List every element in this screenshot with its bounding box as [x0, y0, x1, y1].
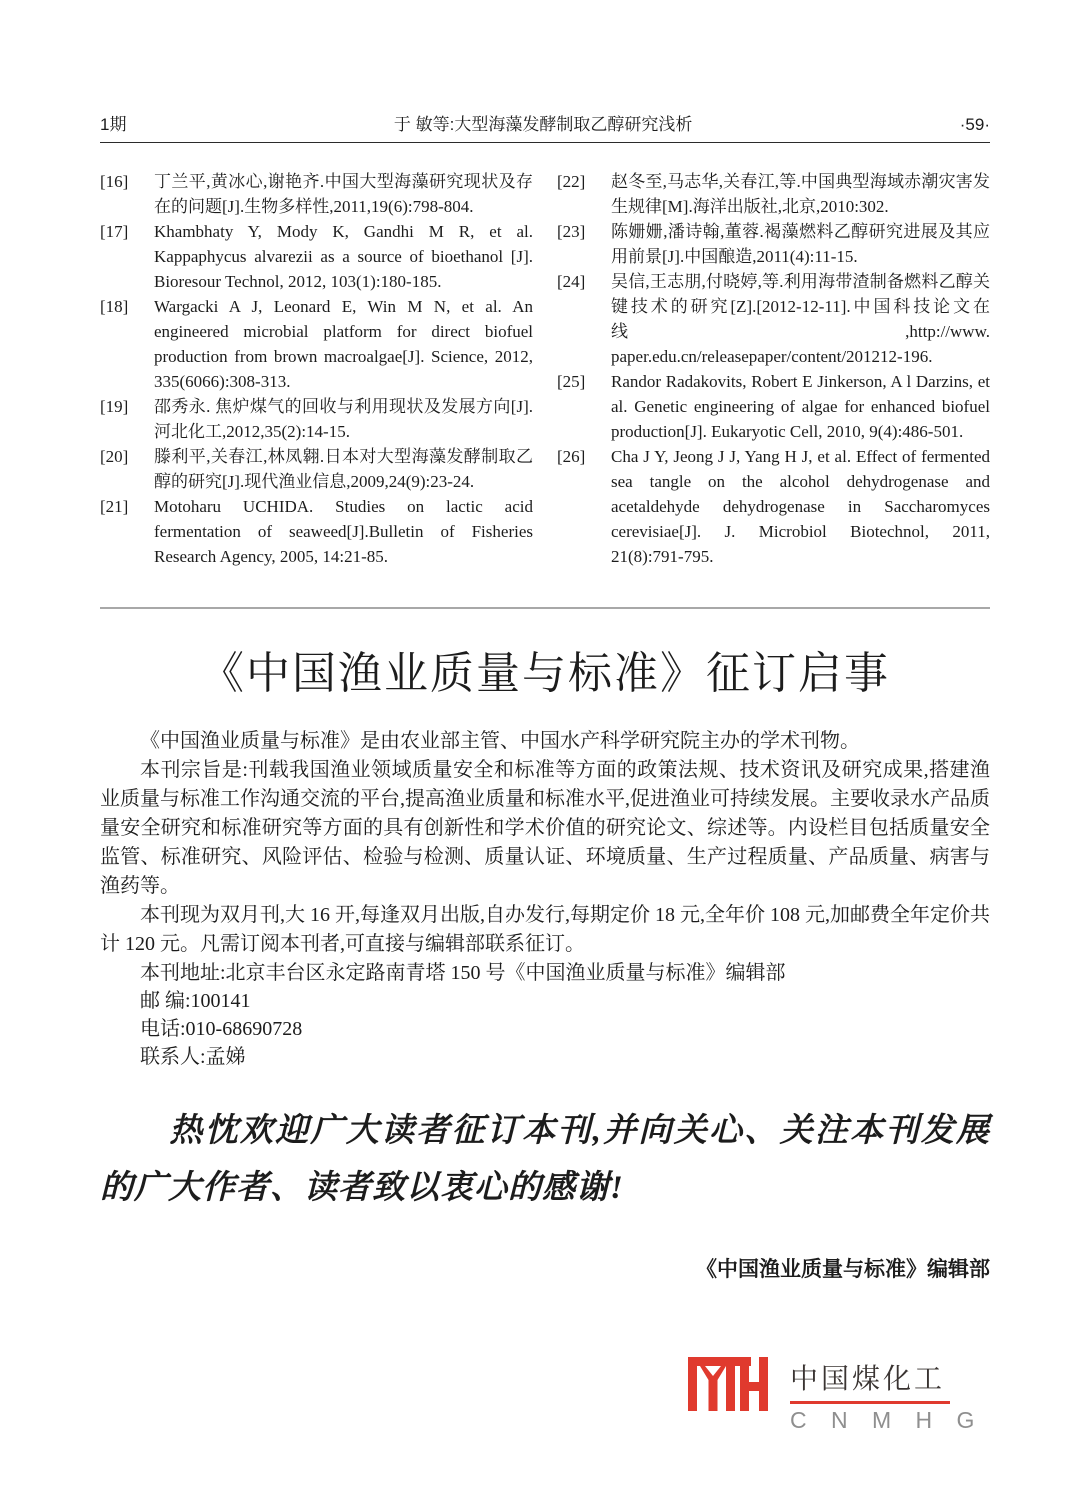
announcement-paragraph: 《中国渔业质量与标准》是由农业部主管、中国水产科学研究院主办的学术刊物。 — [140, 730, 860, 752]
reference-text: 赵冬至,马志华,关春江,等.中国典型海域赤潮灾害发生规律[M].海洋出版社,北京,2010:302. — [611, 172, 990, 216]
reference-text: 丁兰平,黄冰心,谢艳齐.中国大型海藻研究现状及存在的问题[J].生物多样性,2011,19(6):798-804. — [154, 172, 533, 216]
reference-item — [100, 394, 533, 444]
reference-item — [557, 169, 990, 219]
reference-text: Wargacki A J, Leonard E, Win M N, et al. An engineered microbial platform for direct biofuel production from brown macroalgae[J]. Science, 2012, 335(6066):308-313. — [154, 297, 533, 391]
reference-number: [23] — [557, 222, 586, 241]
contact-person-line: 联系人:孟娣 — [140, 1046, 246, 1068]
reference-text: 吴信,王志朋,付晓婷,等.利用海带渣制备燃料乙醇关键技术的研究[Z].[2012-12-11].中国科技论文在线,http://www. paper.edu.cn/releasepaper/content/201212-196. — [611, 272, 990, 366]
reference-text: Motoharu UCHIDA. Studies on lactic acid fermentation of seaweed[J].Bulletin of Fisheries Research Agency, 2005, 14:21-85. — [154, 497, 533, 566]
references-left-column — [100, 169, 533, 569]
reference-number: [22] — [557, 172, 586, 191]
reference-number: [17] — [100, 222, 129, 241]
reference-item — [557, 219, 990, 269]
reference-number: [16] — [100, 172, 129, 191]
references-section — [100, 169, 990, 569]
reference-number: [24] — [557, 272, 586, 291]
reference-item — [557, 269, 990, 369]
section-divider — [100, 607, 990, 609]
announcement-paragraph: 本刊宗旨是:刊载我国渔业领域质量安全和标准等方面的政策法规、技术资讯及研究成果,搭建渔业质量与标准工作沟通交流的平台,提高渔业质量和标准水平,促进渔业可持续发展。主要收录水产品质量安全研究和标准研究等方面的具有创新性和学术价值的研究论文、综述等。内设栏目包括质量安全监管、标准研究、风险评估、检验与检测、质量认证、环境质量、生产过程质量、产品质量、病害与渔药等。 — [100, 759, 990, 897]
header-issue: 1期 — [100, 115, 127, 134]
address-line: 本刊地址:北京丰台区永定路南青塔 150 号《中国渔业质量与标准》编辑部 — [140, 962, 786, 984]
reference-number: [25] — [557, 372, 586, 391]
reference-item — [100, 294, 533, 394]
reference-number: [18] — [100, 297, 129, 316]
page-header — [100, 110, 990, 143]
header-running-title: 于 敏等:大型海藻发酵制取乙醇研究浅析 — [393, 115, 693, 134]
reference-number: [19] — [100, 397, 129, 416]
reference-item — [100, 219, 533, 294]
reference-text: Khambhaty Y, Mody K, Gandhi M R, et al. Kappaphycus alvarezii as a source of bioethanol [J]. Bioresour Technol, 2012, 103(1):180-185. — [154, 222, 533, 291]
cnmhg-logo-text — [790, 1357, 983, 1434]
reference-number: [20] — [100, 447, 129, 466]
postcode-line: 邮 编:100141 — [140, 990, 251, 1012]
reference-text: 邵秀永. 焦炉煤气的回收与利用现状及发展方向[J]. 河北化工,2012,35(2):14-15. — [154, 397, 533, 441]
logo-chinese-name: 中国煤化工 — [790, 1363, 946, 1394]
cnmhg-logo-mark-icon — [688, 1357, 776, 1413]
announcement-title: 《中国渔业质量与标准》征订启事 — [200, 649, 890, 698]
editorial-signature: 《中国渔业质量与标准》编辑部 — [696, 1258, 990, 1281]
reference-item — [557, 444, 990, 569]
cnmhg-logo — [688, 1357, 990, 1434]
reference-text: 滕利平,关春江,林凤翱.日本对大型海藻发酵制取乙醇的研究[J].现代渔业信息,2009,24(9):23-24. — [154, 447, 533, 491]
thanks-message: 热忱欢迎广大读者征订本刊,并向关心、关注本刊发展的广大作者、读者致以衷心的感谢! — [100, 1113, 990, 1206]
references-right-column — [557, 169, 990, 569]
header-page-number: ·59· — [959, 115, 990, 134]
reference-text: Cha J Y, Jeong J J, Yang H J, et al. Effect of fermented sea tangle on the alcohol dehydrogenase and acetaldehyde dehydrogenase in Saccharomyces cerevisiae[J]. J. Microbiol Biotechnol, 2011, 21(8):791-795. — [611, 447, 990, 566]
reference-item — [100, 169, 533, 219]
reference-item — [100, 494, 533, 569]
phone-line: 电话:010-68690728 — [140, 1018, 303, 1040]
logo-latin-name: C N M H G — [790, 1407, 984, 1433]
announcement-paragraph: 本刊现为双月刊,大 16 开,每逢双月出版,自办发行,每期定价 18 元,全年价 108 元,加邮费全年定价共计 120 元。凡需订阅本刊者,可直接与编辑部联系征订。 — [100, 904, 990, 955]
reference-item — [557, 369, 990, 444]
reference-text: Randor Radakovits, Robert E Jinkerson, A l Darzins, et al. Genetic engineering of algae for enhanced biofuel production[J]. Eukaryotic Cell, 2010, 9(4):486-501. — [611, 372, 990, 441]
logo-underline — [790, 1401, 950, 1404]
reference-text: 陈姗姗,潘诗翰,董蓉.褐藻燃料乙醇研究进展及其应用前景[J].中国酿造,2011(4):11-15. — [611, 222, 990, 266]
reference-number: [21] — [100, 497, 129, 516]
reference-item — [100, 444, 533, 494]
reference-number: [26] — [557, 447, 586, 466]
